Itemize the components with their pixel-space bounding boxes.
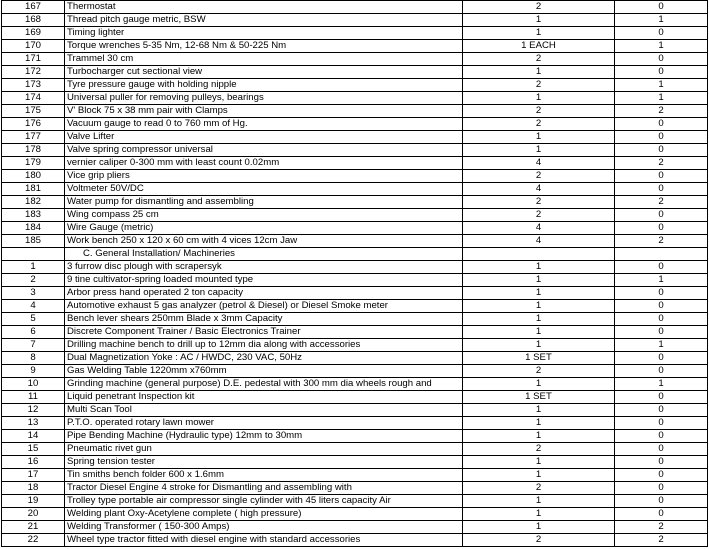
section-heading-row (2, 248, 708, 261)
serial-cell: 172 (2, 66, 65, 79)
quantity-cell: 1 (463, 144, 615, 157)
item-description-cell: Timing lighter (65, 27, 463, 40)
available-cell: 0 (615, 66, 708, 79)
item-description-cell: Valve spring compressor universal (65, 144, 463, 157)
quantity-cell: 2 (463, 105, 615, 118)
item-description-cell: Wing compass 25 cm (65, 209, 463, 222)
table-row (2, 404, 708, 417)
table-row (2, 417, 708, 430)
quantity-cell: 4 (463, 157, 615, 170)
quantity-cell: 1 (463, 339, 615, 352)
serial-cell: 11 (2, 391, 65, 404)
quantity-cell: 2 (463, 79, 615, 92)
serial-cell: 180 (2, 170, 65, 183)
serial-cell: 173 (2, 79, 65, 92)
item-description-cell: Welding Transformer ( 150-300 Amps) (65, 521, 463, 534)
available-cell: 0 (615, 170, 708, 183)
item-description-cell: Discrete Component Trainer / Basic Electronics Trainer (65, 326, 463, 339)
item-description-cell: Multi Scan Tool (65, 404, 463, 417)
item-description-cell: Dual Magnetization Yoke : AC / HWDC, 230 VAC, 50Hz (65, 352, 463, 365)
table-row (2, 352, 708, 365)
serial-cell: 3 (2, 287, 65, 300)
table-row (2, 469, 708, 482)
item-description-cell: Trolley type portable air compressor single cylinder with 45 liters capacity Air (65, 495, 463, 508)
item-description-cell: Turbocharger cut sectional view (65, 66, 463, 79)
available-cell: 0 (615, 326, 708, 339)
available-cell: 0 (615, 118, 708, 131)
quantity-cell: 1 (463, 456, 615, 469)
item-description-cell: Valve Lifter (65, 131, 463, 144)
quantity-cell: 2 (463, 1, 615, 14)
serial-cell: 184 (2, 222, 65, 235)
table-row (2, 248, 708, 261)
serial-cell: 179 (2, 157, 65, 170)
serial-cell: 21 (2, 521, 65, 534)
quantity-cell: 4 (463, 235, 615, 248)
serial-cell: 19 (2, 495, 65, 508)
quantity-cell: 2 (463, 170, 615, 183)
item-description-cell: Tyre pressure gauge with holding nipple (65, 79, 463, 92)
table-row (2, 131, 708, 144)
serial-cell: 170 (2, 40, 65, 53)
quantity-cell: 1 (463, 300, 615, 313)
serial-cell: 169 (2, 27, 65, 40)
quantity-cell: 1 (463, 404, 615, 417)
table-row (2, 14, 708, 27)
item-description-cell: Drilling machine bench to drill up to 12mm dia along with accessories (65, 339, 463, 352)
item-description-cell: 3 furrow disc plough with scrapersyk (65, 261, 463, 274)
item-description-cell: Spring tension tester (65, 456, 463, 469)
item-description-cell: Pipe Bending Machine (Hydraulic type) 12mm to 30mm (65, 430, 463, 443)
serial-cell (2, 248, 65, 261)
table-row (2, 79, 708, 92)
table-row (2, 456, 708, 469)
serial-cell: 14 (2, 430, 65, 443)
available-cell: 0 (615, 300, 708, 313)
item-description-cell: Tin smiths bench folder 600 x 1.6mm (65, 469, 463, 482)
quantity-cell: 1 (463, 508, 615, 521)
available-cell: 2 (615, 534, 708, 547)
quantity-cell: 1 (463, 131, 615, 144)
available-cell (615, 248, 708, 261)
table-row (2, 170, 708, 183)
quantity-cell: 2 (463, 482, 615, 495)
table-row (2, 222, 708, 235)
available-cell: 2 (615, 521, 708, 534)
available-cell: 0 (615, 404, 708, 417)
serial-cell: 17 (2, 469, 65, 482)
table-row (2, 1, 708, 14)
table-row (2, 430, 708, 443)
item-description-cell: Thermostat (65, 1, 463, 14)
item-description-cell: Voltmeter 50V/DC (65, 183, 463, 196)
equipment-rows-tools (2, 1, 708, 248)
available-cell: 1 (615, 40, 708, 53)
table-row (2, 300, 708, 313)
available-cell: 0 (615, 183, 708, 196)
item-description-cell: Thread pitch gauge metric, BSW (65, 14, 463, 27)
serial-cell: 9 (2, 365, 65, 378)
item-description-cell: Bench lever shears 250mm Blade x 3mm Capacity (65, 313, 463, 326)
available-cell: 1 (615, 14, 708, 27)
serial-cell: 4 (2, 300, 65, 313)
quantity-cell: 1 EACH (463, 40, 615, 53)
quantity-cell: 1 (463, 274, 615, 287)
serial-cell: 171 (2, 53, 65, 66)
table-row (2, 365, 708, 378)
item-description-cell: P.T.O. operated rotary lawn mower (65, 417, 463, 430)
item-description-cell: Pneumatic rivet gun (65, 443, 463, 456)
item-description-cell: Work bench 250 x 120 x 60 cm with 4 vices 12cm Jaw (65, 235, 463, 248)
quantity-cell: 1 SET (463, 391, 615, 404)
item-description-cell: Wire Gauge (metric) (65, 222, 463, 235)
available-cell: 1 (615, 378, 708, 391)
available-cell: 0 (615, 352, 708, 365)
available-cell: 0 (615, 261, 708, 274)
item-description-cell: 9 tine cultivator-spring loaded mounted type (65, 274, 463, 287)
serial-cell: 182 (2, 196, 65, 209)
serial-cell: 8 (2, 352, 65, 365)
table-row (2, 261, 708, 274)
available-cell: 0 (615, 456, 708, 469)
available-cell: 0 (615, 365, 708, 378)
quantity-cell: 2 (463, 53, 615, 66)
table-row (2, 443, 708, 456)
serial-cell: 7 (2, 339, 65, 352)
quantity-cell: 1 (463, 66, 615, 79)
item-description-cell: Wheel type tractor fitted with diesel engine with standard accessories (65, 534, 463, 547)
quantity-cell: 1 (463, 469, 615, 482)
item-description-cell: Universal puller for removing pulleys, bearings (65, 92, 463, 105)
available-cell: 0 (615, 313, 708, 326)
item-description-cell: Tractor Diesel Engine 4 stroke for Dismantling and assembling with (65, 482, 463, 495)
table-row (2, 482, 708, 495)
quantity-cell: 1 (463, 495, 615, 508)
serial-cell: 178 (2, 144, 65, 157)
serial-cell: 185 (2, 235, 65, 248)
quantity-cell: 1 (463, 417, 615, 430)
serial-cell: 15 (2, 443, 65, 456)
quantity-cell: 2 (463, 443, 615, 456)
available-cell: 0 (615, 469, 708, 482)
serial-cell: 10 (2, 378, 65, 391)
table-row (2, 235, 708, 248)
table-row (2, 521, 708, 534)
table-row (2, 209, 708, 222)
table-row (2, 53, 708, 66)
item-description-cell: Arbor press hand operated 2 ton capacity (65, 287, 463, 300)
quantity-cell: 1 (463, 521, 615, 534)
serial-cell: 5 (2, 313, 65, 326)
available-cell: 0 (615, 1, 708, 14)
available-cell: 1 (615, 92, 708, 105)
quantity-cell: 1 (463, 313, 615, 326)
available-cell: 0 (615, 209, 708, 222)
serial-cell: 168 (2, 14, 65, 27)
quantity-cell: 2 (463, 365, 615, 378)
quantity-cell: 1 (463, 261, 615, 274)
available-cell: 0 (615, 144, 708, 157)
table-row (2, 118, 708, 131)
serial-cell: 6 (2, 326, 65, 339)
section-heading: C. General Installation/ Machineries (65, 248, 463, 261)
quantity-cell: 1 (463, 14, 615, 27)
table-row (2, 66, 708, 79)
quantity-cell: 2 (463, 196, 615, 209)
equipment-rows-machineries (2, 261, 708, 547)
table-row (2, 274, 708, 287)
serial-cell: 13 (2, 417, 65, 430)
serial-cell: 174 (2, 92, 65, 105)
quantity-cell: 1 SET (463, 352, 615, 365)
serial-cell: 12 (2, 404, 65, 417)
available-cell: 0 (615, 27, 708, 40)
item-description-cell: Water pump for dismantling and assembling (65, 196, 463, 209)
available-cell: 0 (615, 443, 708, 456)
item-description-cell: Automotive exhaust 5 gas analyzer (petrol & Diesel) or Diesel Smoke meter (65, 300, 463, 313)
available-cell: 1 (615, 339, 708, 352)
equipment-table (1, 0, 708, 547)
table-row (2, 339, 708, 352)
serial-cell: 20 (2, 508, 65, 521)
available-cell: 0 (615, 417, 708, 430)
item-description-cell: Trammel 30 cm (65, 53, 463, 66)
item-description-cell: Liquid penetrant Inspection kit (65, 391, 463, 404)
serial-cell: 22 (2, 534, 65, 547)
quantity-cell: 4 (463, 183, 615, 196)
available-cell: 0 (615, 222, 708, 235)
quantity-cell: 4 (463, 222, 615, 235)
item-description-cell: Grinding machine (general purpose) D.E. pedestal with 300 mm dia wheels rough and (65, 378, 463, 391)
quantity-cell: 1 (463, 378, 615, 391)
serial-cell: 177 (2, 131, 65, 144)
table-row (2, 326, 708, 339)
item-description-cell: Vacuum gauge to read 0 to 760 mm of Hg. (65, 118, 463, 131)
available-cell: 0 (615, 430, 708, 443)
table-row (2, 313, 708, 326)
serial-cell: 176 (2, 118, 65, 131)
quantity-cell: 1 (463, 326, 615, 339)
table-row (2, 378, 708, 391)
available-cell: 2 (615, 196, 708, 209)
available-cell: 0 (615, 482, 708, 495)
table-row (2, 105, 708, 118)
quantity-cell: 2 (463, 118, 615, 131)
serial-cell: 16 (2, 456, 65, 469)
serial-cell: 175 (2, 105, 65, 118)
table-row (2, 183, 708, 196)
table-row (2, 495, 708, 508)
quantity-cell: 1 (463, 27, 615, 40)
table-row (2, 92, 708, 105)
available-cell: 0 (615, 495, 708, 508)
serial-cell: 181 (2, 183, 65, 196)
table-row (2, 391, 708, 404)
table-row (2, 196, 708, 209)
serial-cell: 2 (2, 274, 65, 287)
available-cell: 0 (615, 508, 708, 521)
quantity-cell: 1 (463, 92, 615, 105)
available-cell: 2 (615, 105, 708, 118)
available-cell: 2 (615, 235, 708, 248)
item-description-cell: vernier caliper 0-300 mm with least count 0.02mm (65, 157, 463, 170)
table-row (2, 157, 708, 170)
available-cell: 0 (615, 391, 708, 404)
quantity-cell: 1 (463, 430, 615, 443)
item-description-cell: Welding plant Oxy-Acetylene complete ( high pressure) (65, 508, 463, 521)
available-cell: 1 (615, 274, 708, 287)
table-row (2, 40, 708, 53)
quantity-cell: 2 (463, 209, 615, 222)
quantity-cell: 1 (463, 287, 615, 300)
table-row (2, 144, 708, 157)
available-cell: 0 (615, 53, 708, 66)
available-cell: 0 (615, 131, 708, 144)
available-cell: 0 (615, 287, 708, 300)
serial-cell: 183 (2, 209, 65, 222)
table-row (2, 534, 708, 547)
table-row (2, 508, 708, 521)
item-description-cell: Torque wrenches 5-35 Nm, 12-68 Nm & 50-225 Nm (65, 40, 463, 53)
table-row (2, 27, 708, 40)
serial-cell: 1 (2, 261, 65, 274)
quantity-cell (463, 248, 615, 261)
item-description-cell: Vice grip pliers (65, 170, 463, 183)
table-row (2, 287, 708, 300)
available-cell: 2 (615, 157, 708, 170)
serial-cell: 167 (2, 1, 65, 14)
quantity-cell: 2 (463, 534, 615, 547)
item-description-cell: Gas Welding Table 1220mm x760mm (65, 365, 463, 378)
item-description-cell: V' Block 75 x 38 mm pair with Clamps (65, 105, 463, 118)
serial-cell: 18 (2, 482, 65, 495)
available-cell: 1 (615, 79, 708, 92)
